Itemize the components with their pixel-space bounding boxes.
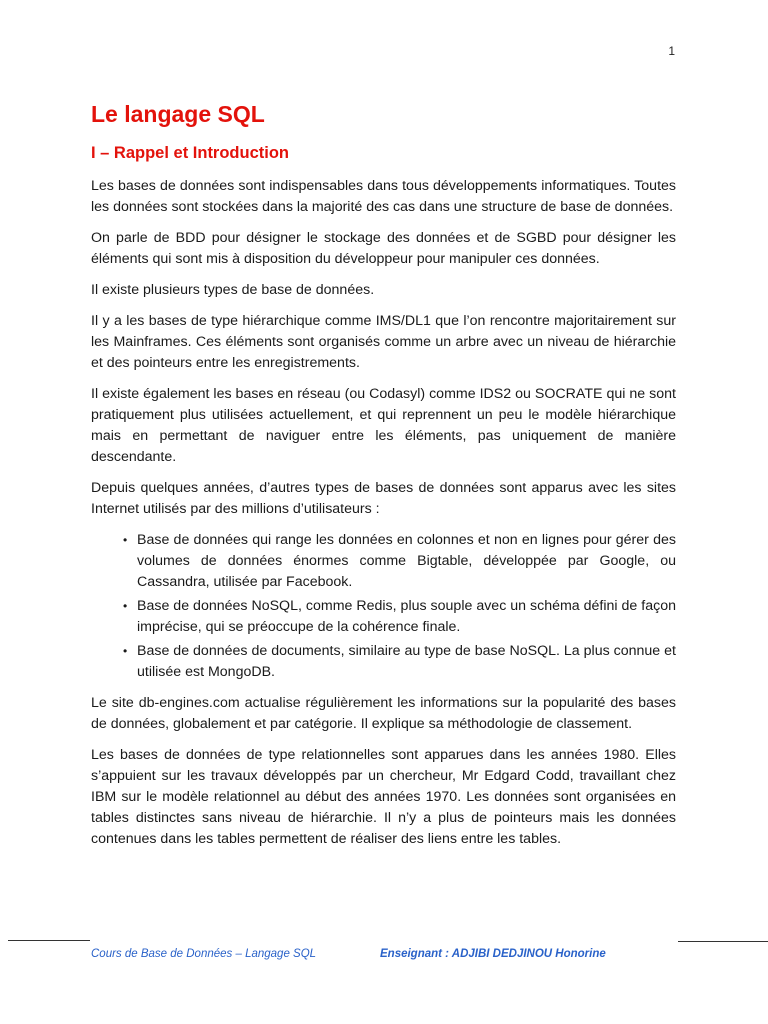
bullet-icon: •: [123, 644, 128, 658]
footer-divider-right: [678, 941, 768, 942]
list-item-text: Base de données NoSQL, comme Redis, plus souple avec un schéma défini de façon imprécise, qui se préoccupe de la cohérence finale.: [137, 598, 676, 635]
paragraph: Les bases de données sont indispensables dans tous développements informatiques. Toutes les données sont stockées dans la majorité des cas dans une structure de base de données.: [91, 178, 676, 215]
list-item-text: Base de données qui range les données en colonnes et non en lignes pour gérer des volumes de données énormes comme Bigtable, développée par Google, ou Cassandra, utilisée par Facebook.: [137, 532, 676, 590]
bullet-list: [91, 530, 676, 683]
section-heading: I – Rappel et Introduction: [91, 144, 290, 162]
page-number: 1: [668, 44, 675, 58]
paragraph: On parle de BDD pour désigner le stockage des données et de SGBD pour désigner les éléments qui sont mis à disposition du développeur pour manipuler ces données.: [91, 230, 676, 267]
paragraph: Depuis quelques années, d’autres types de bases de données sont apparus avec les sites Internet utilisés par des millions d’utilisateurs :: [91, 480, 676, 517]
paragraph: Il y a les bases de type hiérarchique comme IMS/DL1 que l’on rencontre majoritairement sur les Mainframes. Ces éléments sont organisés comme un arbre avec un niveau de hiérarchie et des pointeurs entre les enregistrements.: [91, 313, 676, 371]
footer-divider-left: [8, 940, 90, 941]
document-title: Le langage SQL: [91, 101, 265, 127]
bullet-icon: •: [123, 533, 128, 547]
footer-teacher: Enseignant : ADJIBI DEDJINOU Honorine: [380, 948, 606, 960]
document-body: [91, 100, 676, 860]
list-item: [123, 530, 676, 593]
footer-course: Cours de Base de Données – Langage SQL: [91, 948, 317, 960]
paragraph: Il existe plusieurs types de base de données.: [91, 282, 375, 298]
list-item: [123, 641, 676, 683]
paragraph: Le site db-engines.com actualise régulièrement les informations sur la popularité des bases de données, globalement et par catégorie. Il explique sa méthodologie de classement.: [91, 695, 676, 732]
paragraph: Les bases de données de type relationnelles sont apparues dans les années 1980. Elles s’appuient sur les travaux développés par un chercheur, Mr Edgard Codd, travaillant chez IBM sur le modèle relationnel au début des années 1970. Les données sont organisées en tables distinctes sans niveau de hiérarchie. Il n’y a plus de pointeurs mais les données contenues dans les tables permettent de réaliser des liens entre les tables.: [91, 747, 676, 847]
list-item: [123, 596, 676, 638]
list-item-text: Base de données de documents, similaire au type de base NoSQL. La plus connue et utilisée est MongoDB.: [137, 643, 676, 680]
bullet-icon: •: [123, 599, 128, 613]
paragraph: Il existe également les bases en réseau (ou Codasyl) comme IDS2 ou SOCRATE qui ne sont pratiquement plus utilisées actuellement, et qui reprennent un peu le modèle hiérarchique mais en permettant de naviguer entre les éléments, pas uniquement de manière descendante.: [91, 386, 676, 465]
